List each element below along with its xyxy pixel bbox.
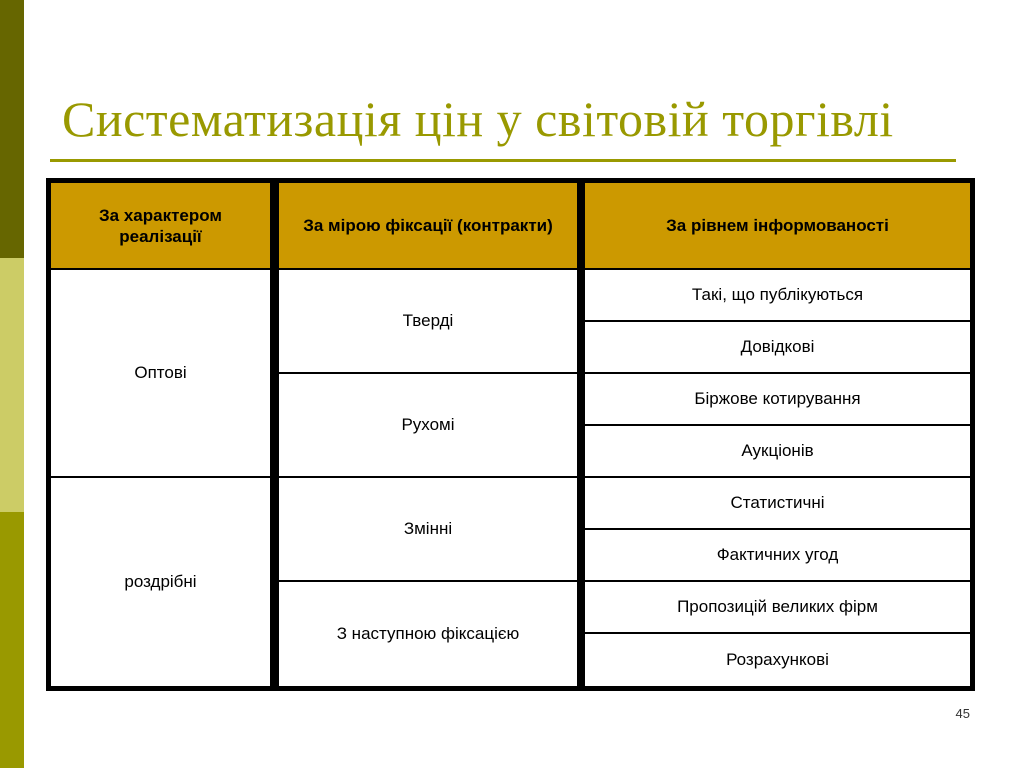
title-underline	[50, 159, 956, 162]
classification-table	[51, 183, 970, 686]
decorative-side-bar	[0, 0, 24, 768]
cell-information-auctions: Аукціонів	[585, 426, 970, 478]
table-row	[51, 270, 970, 322]
page-number: 45	[955, 706, 970, 721]
side-bar-middle-segment	[0, 258, 24, 512]
header-realization: За характером реалізації	[51, 183, 279, 270]
cell-information-firm-offers: Пропозицій великих фірм	[585, 582, 970, 634]
cell-information-calculated: Розрахункові	[585, 634, 970, 686]
table-row	[51, 478, 970, 530]
price-classification-table	[46, 178, 975, 691]
cell-information-reference: Довідкові	[585, 322, 970, 374]
cell-realization-retail: роздрібні	[51, 478, 279, 686]
cell-information-published: Такі, що публікуються	[585, 270, 970, 322]
cell-fixation-variable: Змінні	[279, 478, 585, 582]
cell-fixation-subsequent: З наступною фіксацією	[279, 582, 585, 686]
cell-realization-wholesale: Оптові	[51, 270, 279, 478]
header-information: За рівнем інформованості	[585, 183, 970, 270]
cell-information-actual-deals: Фактичних угод	[585, 530, 970, 582]
slide-title: Систематизація цін у світовій торгівлі	[62, 91, 894, 147]
side-bar-top-segment	[0, 0, 24, 258]
cell-information-statistical: Статистичні	[585, 478, 970, 530]
cell-information-exchange-quotes: Біржове котирування	[585, 374, 970, 426]
cell-fixation-fixed: Тверді	[279, 270, 585, 374]
side-bar-bottom-segment	[0, 512, 24, 768]
table-header-row	[51, 183, 970, 270]
header-fixation: За мірою фіксації (контракти)	[279, 183, 585, 270]
cell-fixation-moving: Рухомі	[279, 374, 585, 478]
